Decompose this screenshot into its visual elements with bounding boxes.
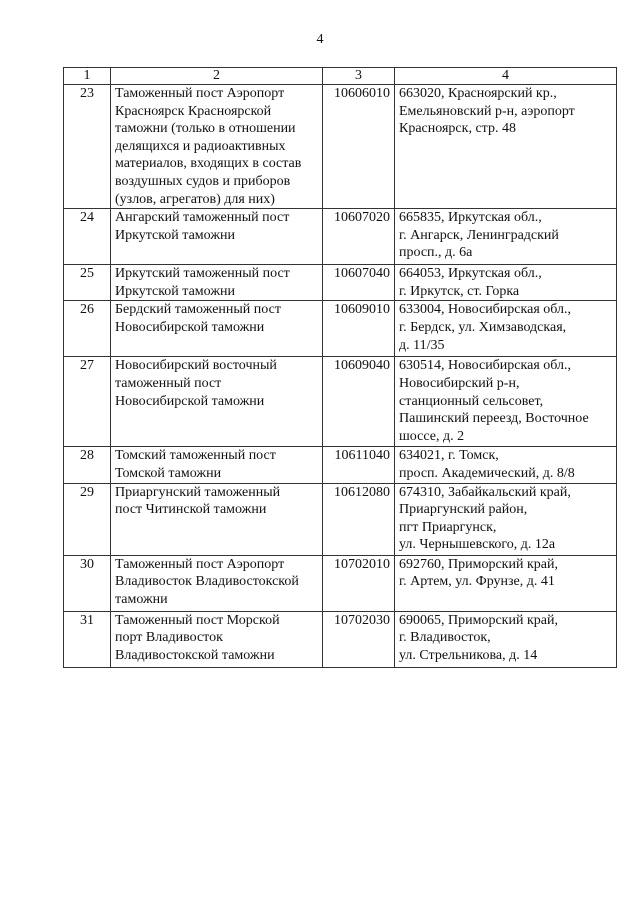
- post-name-line: Ангарский таможенный пост: [115, 210, 290, 226]
- post-name-line: Таможенный пост Аэропорт: [115, 556, 285, 572]
- post-name: [111, 209, 323, 265]
- address-line: 665835, Иркутская обл.,: [399, 210, 542, 226]
- row-number: 26: [64, 301, 111, 357]
- header-col-4: 4: [395, 68, 617, 85]
- address-line: д. 11/35: [399, 337, 445, 353]
- address-line: станционный сельсовет,: [399, 393, 544, 409]
- row-number: 27: [64, 357, 111, 447]
- post-name-line: Томский таможенный пост: [115, 448, 276, 464]
- post-name-line: Иркутской таможни: [115, 227, 235, 243]
- address-line: Новосибирский р-н,: [399, 375, 520, 391]
- post-name-line: Владивосток Владивостокской: [115, 574, 299, 590]
- post-name-line: Новосибирской таможни: [115, 393, 265, 409]
- address-line: 663020, Красноярский кр.,: [399, 86, 557, 101]
- post-code: 10612080: [323, 483, 395, 555]
- table-row: [64, 85, 617, 209]
- post-address: [395, 265, 617, 301]
- post-name: [111, 265, 323, 301]
- row-number: 23: [64, 85, 111, 209]
- post-name: [111, 357, 323, 447]
- post-name: [111, 301, 323, 357]
- address-line: г. Ангарск, Ленинградский: [399, 227, 559, 243]
- table-row: [64, 265, 617, 301]
- row-number: 25: [64, 265, 111, 301]
- table-row: [64, 611, 617, 667]
- post-address: [395, 483, 617, 555]
- address-line: 633004, Новосибирская обл.,: [399, 302, 572, 318]
- post-name: [111, 483, 323, 555]
- post-address: [395, 85, 617, 209]
- address-line: Приаргунский район,: [399, 502, 528, 518]
- post-address: [395, 447, 617, 483]
- address-line: шоссе, д. 2: [399, 428, 465, 444]
- post-name: [111, 611, 323, 667]
- post-name: [111, 447, 323, 483]
- post-name-line: таможни: [115, 591, 168, 607]
- post-name-line: Таможенный пост Аэропорт: [115, 86, 285, 101]
- table-row: [64, 483, 617, 555]
- address-line: г. Бердск, ул. Химзаводская,: [399, 319, 567, 335]
- row-number: 31: [64, 611, 111, 667]
- address-line: 690065, Приморский край,: [399, 612, 558, 628]
- post-code: 10607040: [323, 265, 395, 301]
- post-name-line: Томской таможни: [115, 465, 222, 481]
- table-row: [64, 357, 617, 447]
- page-number: 4: [316, 32, 324, 47]
- post-name-line: Новосибирский восточный: [115, 358, 277, 374]
- address-line: ул. Чернышевского, д. 12а: [399, 537, 556, 553]
- post-address: [395, 301, 617, 357]
- address-line: г. Владивосток,: [399, 630, 491, 646]
- post-address: [395, 357, 617, 447]
- post-name-line: Таможенный пост Морской: [115, 612, 280, 628]
- post-name-line: Красноярск Красноярской: [115, 103, 272, 119]
- row-number: 28: [64, 447, 111, 483]
- post-name-line: Новосибирской таможни: [115, 319, 265, 335]
- post-name: [111, 85, 323, 209]
- address-line: просп. Академический, д. 8/8: [399, 465, 575, 481]
- post-name-line: Бердский таможенный пост: [115, 302, 281, 318]
- post-name-line: таможни (только в отношении: [115, 121, 296, 137]
- post-name-line: материалов, входящих в состав: [115, 156, 302, 172]
- address-line: Пашинский переезд, Восточное: [399, 411, 589, 427]
- customs-posts-table: [63, 67, 617, 668]
- post-address: [395, 611, 617, 667]
- post-name-line: воздушных судов и приборов: [115, 173, 291, 189]
- header-col-1: 1: [64, 68, 111, 85]
- post-name-line: Иркутский таможенный пост: [115, 266, 290, 282]
- row-number: 29: [64, 483, 111, 555]
- address-line: ул. Стрельникова, д. 14: [399, 647, 538, 663]
- table-header-row: [64, 68, 617, 85]
- table-row: [64, 301, 617, 357]
- post-code: 10606010: [323, 85, 395, 209]
- address-line: Емельяновский р-н, аэропорт: [399, 103, 575, 119]
- address-line: 674310, Забайкальский край,: [399, 484, 571, 500]
- post-name-line: Приаргунский таможенный: [115, 484, 281, 500]
- address-line: 634021, г. Томск,: [399, 448, 499, 464]
- post-name-line: пост Читинской таможни: [115, 502, 267, 518]
- address-line: 664053, Иркутская обл.,: [399, 266, 542, 282]
- table-row: [64, 447, 617, 483]
- address-line: Красноярск, стр. 48: [399, 121, 516, 137]
- post-name-line: порт Владивосток: [115, 630, 223, 646]
- post-name: [111, 555, 323, 611]
- post-name-line: Владивостокской таможни: [115, 647, 275, 663]
- address-line: пгт Приаргунск,: [399, 519, 497, 535]
- post-code: 10609040: [323, 357, 395, 447]
- post-code: 10702030: [323, 611, 395, 667]
- header-col-2: 2: [111, 68, 323, 85]
- address-line: г. Артем, ул. Фрунзе, д. 41: [399, 574, 555, 590]
- post-address: [395, 209, 617, 265]
- post-name-line: таможенный пост: [115, 375, 222, 391]
- post-code: 10611040: [323, 447, 395, 483]
- address-line: просп., д. 6а: [399, 245, 473, 261]
- post-address: [395, 555, 617, 611]
- post-name-line: делящихся и радиоактивных: [115, 138, 286, 154]
- post-name-line: Иркутской таможни: [115, 283, 235, 299]
- header-col-3: 3: [323, 68, 395, 85]
- post-code: 10702010: [323, 555, 395, 611]
- address-line: 692760, Приморский край,: [399, 556, 558, 572]
- table-row: [64, 209, 617, 265]
- address-line: г. Иркутск, ст. Горка: [399, 283, 520, 299]
- post-code: 10609010: [323, 301, 395, 357]
- address-line: 630514, Новосибирская обл.,: [399, 358, 572, 374]
- post-name-line: (узлов, агрегатов) для них): [115, 191, 275, 207]
- post-code: 10607020: [323, 209, 395, 265]
- table-row: [64, 555, 617, 611]
- row-number: 24: [64, 209, 111, 265]
- row-number: 30: [64, 555, 111, 611]
